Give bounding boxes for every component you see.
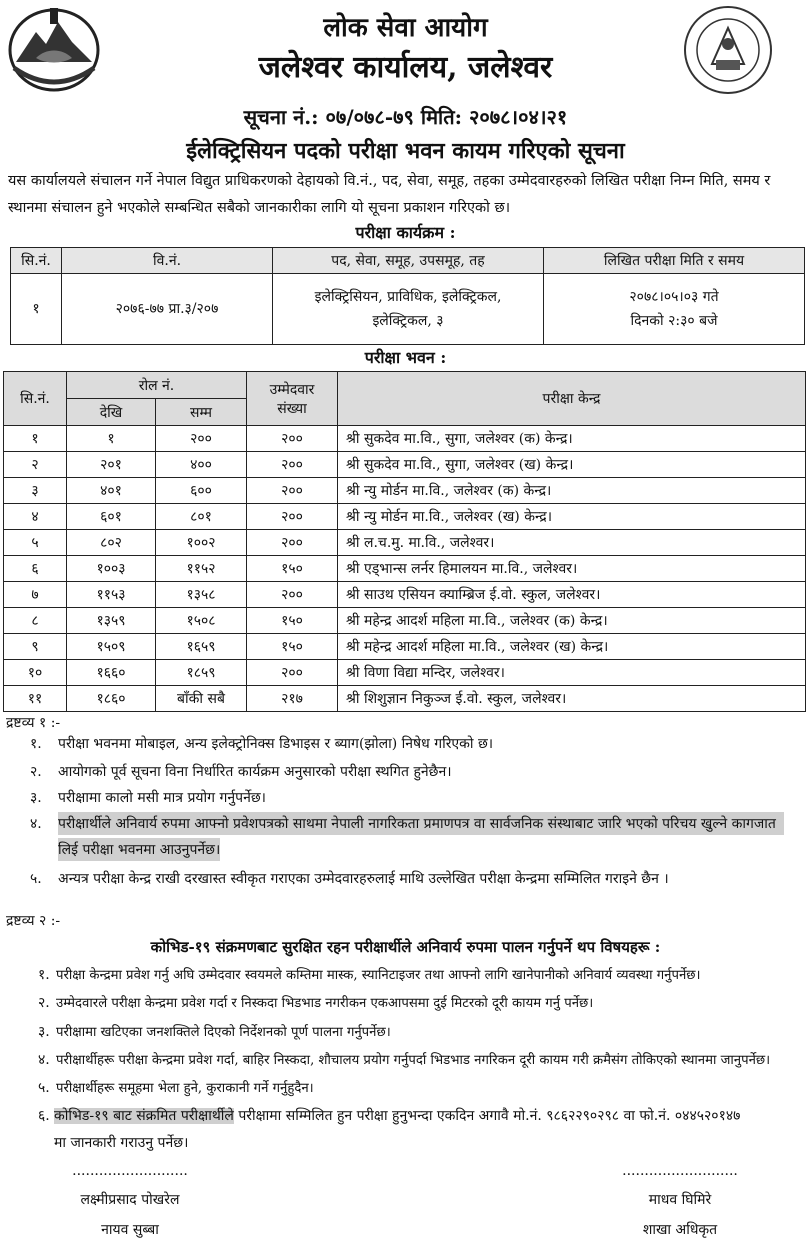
table-row xyxy=(4,478,806,504)
cell-from: ८०२ xyxy=(67,530,156,556)
table-row xyxy=(4,452,806,478)
cell-to: ४०० xyxy=(156,452,247,478)
covid-heading: कोभिड-१९ संक्रमणबाट सुरक्षित रहन परीक्षार्थीले अनिवार्य रुपमा पालन गर्नुपर्ने थप विषयहरू : xyxy=(150,938,661,956)
note1-item-4-line2: लिई परीक्षा भवनमा आउनुपर्नेछ। xyxy=(58,838,220,861)
col-sn: सि.नं. xyxy=(11,248,62,274)
table-row xyxy=(4,686,806,712)
cell-from: १००३ xyxy=(67,556,156,582)
cell-center: श्री महेन्द्र आदर्श महिला मा.वि., जलेश्वर (क) केन्द्र। xyxy=(338,608,806,634)
left-signatory-name: लक्ष्मीप्रसाद पोखरेल xyxy=(80,1192,180,1208)
col-from: देखि xyxy=(67,399,156,426)
right-signature-line: .......................... xyxy=(622,1163,738,1179)
post-line-1: इलेक्ट्रिसियन, प्राविधिक, इलेक्ट्रिकल, xyxy=(314,289,502,305)
cell-center: श्री न्यु मोर्डन मा.वि., जलेश्वर (क) केन्द्र। xyxy=(338,478,806,504)
item6-rest: परीक्षामा सम्मिलित हुन परीक्षा हुनुभन्दा एकदिन अगावै मो.नं. ९८६२२९०२९८ वा फो.नं. ०४४५२०१४७ xyxy=(233,1108,741,1124)
cell-center: श्री न्यु मोर्डन मा.वि., जलेश्वर (ख) केन्द्र। xyxy=(338,504,806,530)
note1-item-num: ५. xyxy=(30,871,42,887)
intro-paragraph: यस कार्यालयले संचालन गर्ने नेपाल विद्युत प्राधिकरणको देहायको वि.नं., पद, सेवा, समूह, तहका उम्मेदवारहरुको लिखित परीक्षा निम्न मिति, समय र स्थानमा संचालन हुने भएकोले सम्बन्धित सबैको जानकारीका लागि यो सूचना प्रकाशन गरिएको छ। xyxy=(8,173,771,216)
cell-to: १३५८ xyxy=(156,582,247,608)
cell-to: बाँकी सबै xyxy=(156,686,247,712)
note2-item-num: ३. xyxy=(38,1024,50,1040)
table-row xyxy=(4,530,806,556)
cell-center: श्री सुकदेव मा.वि., सुगा, जलेश्वर (क) केन्द्र। xyxy=(338,426,806,452)
office-title: लोक सेवा आयोग xyxy=(323,13,488,43)
note2-item-6 xyxy=(54,1106,740,1125)
cell-count: २०० xyxy=(247,426,338,452)
schedule-title: परीक्षा कार्यक्रम : xyxy=(355,223,456,242)
table-row xyxy=(11,274,805,345)
table-row xyxy=(4,582,806,608)
table-row xyxy=(4,504,806,530)
note2-item-num: १. xyxy=(38,967,50,983)
note2-item-num: २. xyxy=(38,995,50,1011)
cell-sn: १० xyxy=(4,660,67,686)
note2-item-1: परीक्षा केन्द्रमा प्रवेश गर्नु अघि उम्मेदवार स्वयमले कम्तिमा मास्क, स्यानिटाइजर तथा आफ्नो लागि खानेपानीको अनिवार्य व्यवस्था गर्नुपर्नेछ। xyxy=(56,968,701,983)
cell-sn: ७ xyxy=(4,582,67,608)
cell-center: श्री एड्भान्स लर्नर हिमालयन मा.वि., जलेश्वर। xyxy=(338,556,806,582)
right-signatory-name: माधव घिमिरे xyxy=(648,1192,712,1208)
cell-to: २०० xyxy=(156,426,247,452)
note1-item-2: आयोगको पूर्व सूचना विना निर्धारित कार्यक्रम अनुसारको परीक्षा स्थगित हुनेछैन। xyxy=(58,764,452,780)
date-line-2: दिनको २:३० बजे xyxy=(630,313,718,329)
left-signature-line: .......................... xyxy=(72,1163,188,1179)
col-post: पद, सेवा, समूह, उपसमूह, तह xyxy=(273,248,544,274)
note1-item-3: परीक्षामा कालो मसी मात्र प्रयोग गर्नुपर्नेछ। xyxy=(58,790,266,806)
cell-center: श्री शिशुज्ञान निकुञ्ज ई.वो. स्कुल, जलेश्वर। xyxy=(338,686,806,712)
cell-sn: ५ xyxy=(4,530,67,556)
cell-from: १६६० xyxy=(67,660,156,686)
schedule-table xyxy=(10,247,805,345)
cell-sn: ४ xyxy=(4,504,67,530)
col-roll: रोल नं. xyxy=(67,372,247,399)
col-date: लिखित परीक्षा मिति र समय xyxy=(544,248,805,274)
cell-from: १३५९ xyxy=(67,608,156,634)
cell-count: १५० xyxy=(247,556,338,582)
notice-subject: ईलेक्ट्रिसियन पदको परीक्षा भवन कायम गरिएको सूचना xyxy=(186,138,625,164)
cell-sn: ६ xyxy=(4,556,67,582)
cell-count: १५० xyxy=(247,634,338,660)
cell-from: १ xyxy=(67,426,156,452)
cell-count: २०० xyxy=(247,660,338,686)
note2-item-2: उम्मेदवारले परीक्षा केन्द्रमा प्रवेश गर्दा र निस्कदा भिडभाड नगरीकन एकआपसमा दुई मिटरको दूरी कायम गर्नु पर्नेछ। xyxy=(56,996,594,1011)
note2-item-6-num: ६. xyxy=(38,1108,50,1124)
cell-from: १८६० xyxy=(67,686,156,712)
col-to: सम्म xyxy=(156,399,247,426)
cell-from: ४०१ xyxy=(67,478,156,504)
note1-item-1: परीक्षा भवनमा मोबाइल, अन्य इलेक्ट्रोनिक्स डिभाइस र ब्याग(झोला) निषेध गरिएको छ। xyxy=(58,736,494,752)
office-subtitle: जलेश्वर कार्यालय, जलेश्वर xyxy=(258,50,553,85)
cell-center: श्री सुकदेव मा.वि., सुगा, जलेश्वर (ख) केन्द्र। xyxy=(338,452,806,478)
cell-center: श्री विणा विद्या मन्दिर, जलेश्वर। xyxy=(338,660,806,686)
cell-adv: २०७६-७७ प्रा.३/२०७ xyxy=(62,274,273,345)
note1-item-4: परीक्षार्थीले अनिवार्य रुपमा आफ्नो प्रवेशपत्रको साथमा नेपाली नागरिकता प्रमाणपत्र वा सार्वजनिक संस्थाबाट जारि भएको परिचय खुल्ने कागजात xyxy=(58,812,784,835)
venue-table xyxy=(3,371,806,712)
cell-to: १००२ xyxy=(156,530,247,556)
note1-item-num: ३. xyxy=(30,790,42,806)
venue-title: परीक्षा भवन : xyxy=(364,348,447,367)
note2-item-num: ४. xyxy=(38,1052,50,1068)
col-adv: वि.नं. xyxy=(62,248,273,274)
cell-sn: ३ xyxy=(4,478,67,504)
cell-count: २०० xyxy=(247,582,338,608)
cell-from: ११५३ xyxy=(67,582,156,608)
note1-item-num: १. xyxy=(30,736,42,752)
note1-item-num: ४. xyxy=(30,816,42,832)
cell-count: २०० xyxy=(247,504,338,530)
notes2-title: द्रष्टव्य २ :- xyxy=(6,913,61,929)
note2-item-num: ५. xyxy=(38,1080,50,1096)
notice-reference: सूचना नं.: ०७/०७८-७९ मिति: २०७८।०४।२१ xyxy=(243,105,568,129)
cell-count: २०० xyxy=(247,452,338,478)
cell-count: १५० xyxy=(247,608,338,634)
cell-sn: ९ xyxy=(4,634,67,660)
col-sn: सि.नं. xyxy=(4,372,67,426)
cell-count: २०० xyxy=(247,530,338,556)
cell-sn: १ xyxy=(11,274,62,345)
cell-post xyxy=(273,274,544,345)
cell-date xyxy=(544,274,805,345)
table-row xyxy=(4,660,806,686)
cell-center: श्री ल.च.मु. मा.वि., जलेश्वर। xyxy=(338,530,806,556)
count-header-2: संख्या xyxy=(277,400,307,417)
cell-to: ६०० xyxy=(156,478,247,504)
date-line-1: २०७८।०५।०३ गते xyxy=(629,289,719,305)
col-center: परीक्षा केन्द्र xyxy=(338,372,806,426)
post-line-2: इलेक्ट्रिकल, ३ xyxy=(372,313,444,329)
cell-center: श्री साउथ एसियन क्याम्ब्रिज ई.वो. स्कुल, जलेश्वर। xyxy=(338,582,806,608)
table-row xyxy=(4,556,806,582)
cell-sn: ११ xyxy=(4,686,67,712)
cell-sn: १ xyxy=(4,426,67,452)
table-header-row xyxy=(4,372,806,399)
cell-sn: ८ xyxy=(4,608,67,634)
cell-to: १८५९ xyxy=(156,660,247,686)
table-row xyxy=(4,426,806,452)
cell-count: २१७ xyxy=(247,686,338,712)
cell-from: २०१ xyxy=(67,452,156,478)
col-count xyxy=(247,372,338,426)
cell-sn: २ xyxy=(4,452,67,478)
cell-to: ११५२ xyxy=(156,556,247,582)
note1-item-5: अन्यत्र परीक्षा केन्द्र राखी दरखास्त स्वीकृत गराएका उम्मेदवारहरुलाई माथि उल्लेखित परीक्षा केन्द्रमा सम्मिलित गराइने छैन । xyxy=(58,871,669,887)
cell-to: १५०८ xyxy=(156,608,247,634)
notes1-title: द्रष्टव्य १ :- xyxy=(6,715,61,731)
note2-item-3: परीक्षामा खटिएका जनशक्तिले दिएको निर्देशनको पूर्ण पालना गर्नुपर्नेछ। xyxy=(56,1025,391,1040)
note2-item-6-line2: मा जानकारी गराउनु पर्नेछ। xyxy=(54,1135,189,1151)
cell-count: २०० xyxy=(247,478,338,504)
table-row xyxy=(4,608,806,634)
table-row xyxy=(4,634,806,660)
note2-item-4: परीक्षार्थीहरू परीक्षा केन्द्रमा प्रवेश गर्दा, बाहिर निस्कदा, शौचालय प्रयोग गर्नुपर्दा भिडभाड नगरिकन दूरी कायम गरी क्रमैसंग तोकिएको स्थानमा जानुपर्नेछ। xyxy=(56,1053,771,1068)
cell-from: ६०१ xyxy=(67,504,156,530)
right-signatory-title: शाखा अधिकृत xyxy=(642,1222,718,1238)
highlight-text: कोभिड-१९ बाट संक्रमित परीक्षार्थीले xyxy=(54,1108,234,1124)
cell-to: १६५९ xyxy=(156,634,247,660)
cell-center: श्री महेन्द्र आदर्श महिला मा.वि., जलेश्वर (ख) केन्द्र। xyxy=(338,634,806,660)
count-header-1: उम्मेदवार xyxy=(269,381,315,398)
note2-item-5: परीक्षार्थीहरू समूहमा भेला हुने, कुराकानी गर्ने गर्नुहुदैन। xyxy=(56,1081,314,1096)
cell-to: ८०१ xyxy=(156,504,247,530)
cell-from: १५०९ xyxy=(67,634,156,660)
left-signatory-title: नायव सुब्बा xyxy=(101,1222,159,1238)
table-header-row xyxy=(11,248,805,274)
note1-item-num: २. xyxy=(30,764,42,780)
